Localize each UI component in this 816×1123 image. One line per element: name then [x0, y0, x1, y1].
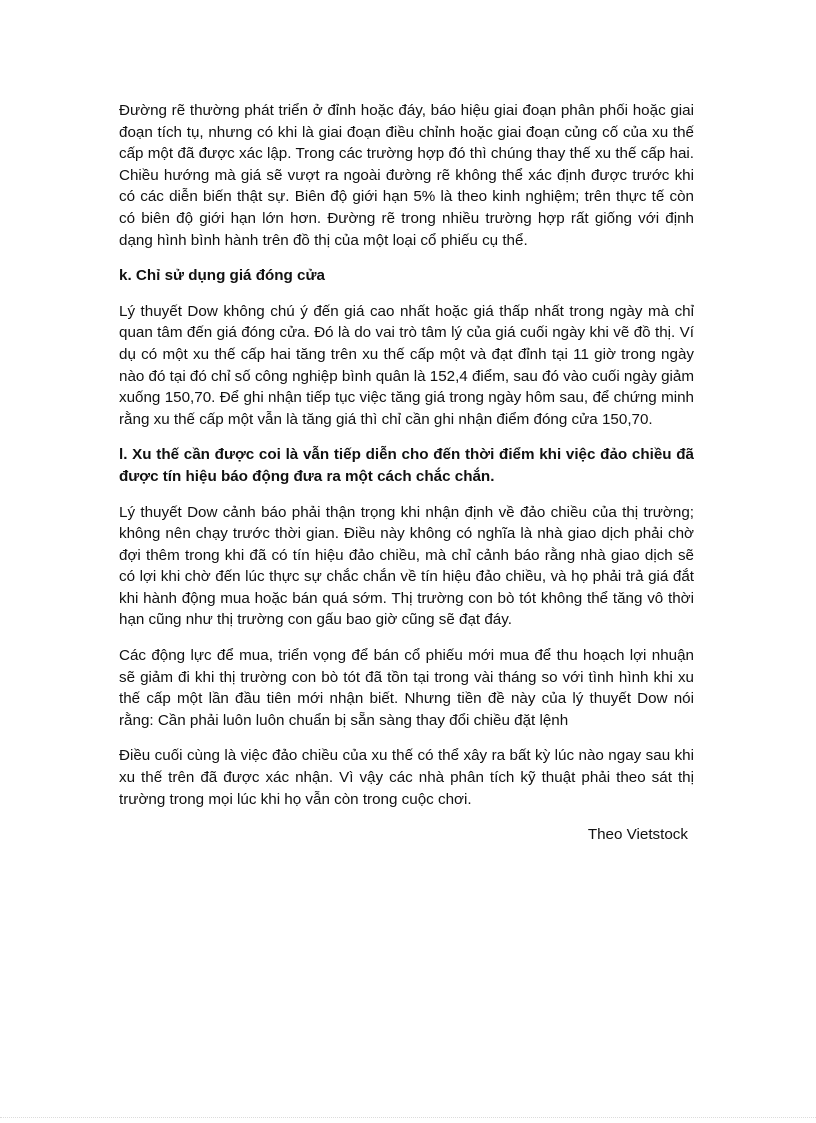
paragraph-duong-re: Đường rẽ thường phát triển ở đỉnh hoặc đáy, báo hiệu giai đoạn phân phối hoặc giai đoạn tích tụ, nhưng có khi là giai đoạn điều chỉnh hoặc giai đoạn củng cố của xu thế cấp một đã được xác lập. Trong các trường hợp đó thì chúng thay thế xu thế cấp hai. Chiều hướng mà giá sẽ vượt ra ngoài đường rẽ không thể xác định được trước khi có các diễn biến thật sự. Biên độ giới hạn 5% là theo kinh nghiệm; trên thực tế còn có biên độ giới hạn lớn hơn. Đường rẽ trong nhiều trường hợp rất giống với định dạng hình bình hành trên đồ thị của một loại cổ phiếu cụ thể. [119, 102, 694, 249]
paragraph-closing-price: Lý thuyết Dow không chú ý đến giá cao nhất hoặc giá thấp nhất trong ngày mà chỉ quan tâm đến giá đóng cửa. Đó là do vai trò tâm lý của giá cuối ngày khi vẽ đồ thị. Ví dụ có một xu thế cấp hai tăng trên xu thế cấp một và đạt đỉnh tại 11 giờ trong ngày nào đó tại đó chỉ số công nghiệp bình quân là 152,4 điểm, sau đó vào cuối ngày giảm xuống 150,70. Để ghi nhận tiếp tục việc tăng giá trong ngày hôm sau, để chứng minh rằng xu thế cấp một vẫn là tăng giá thì chỉ cần ghi nhận điểm đóng cửa 150,70. [119, 302, 695, 428]
paragraph-buying-motives: Các động lực để mua, triển vọng để bán cổ phiếu mới mua để thu hoạch lợi nhuận sẽ giảm đi khi thị trường con bò tót đã tồn tại trong vài tháng so với tình hình khi xu thế cấp một lần đầu tiên mới nhận biết. Nhưng tiền đề này của lý thuyết Dow nói rằng: Cần phải luôn luôn chuẩn bị sẵn sàng thay đổi chiều đặt lệnh [119, 647, 694, 729]
paragraph-reversal-caution: Lý thuyết Dow cảnh báo phải thận trọng khi nhận định về đảo chiều của thị trường; không nên chạy trước thời gian. Điều này không có nghĩa là nhà giao dịch phải chờ đợi thêm trong khi đã có tín hiệu đảo chiều, mà chỉ cảnh báo rằng nhà giao dịch sẽ có lợi khi chờ đến lúc thực sự chắc chắn về tín hiệu đảo chiều, và họ phải trả giá đắt khi hành động mua hoặc bán quá sớm. Thị trường con bò tót không thể tăng vô thời hạn cũng như thị trường con gấu bao giờ cũng sẽ đạt đáy. [119, 503, 694, 629]
document-body [119, 100, 694, 846]
source-signature: Theo Vietstock [587, 826, 688, 844]
page-bottom-divider [0, 1117, 816, 1118]
heading-k-closing-price: k. Chỉ sử dụng giá đóng cửa [119, 267, 325, 285]
paragraph-final-note: Điều cuối cùng là việc đảo chiều của xu thế có thể xây ra bất kỳ lúc nào ngay sau khi xu thế trên đã được xác nhận. Vì vậy các nhà phân tích kỹ thuật phải theo sát thị trường trong mọi lúc khi họ vẫn còn trong cuộc chơi. [119, 747, 694, 808]
heading-l-trend-continuation: l. Xu thế cần được coi là vẫn tiếp diễn cho đến thời điểm khi việc đảo chiều đã được tín hiệu báo động đưa ra một cách chắc chắn. [119, 446, 694, 485]
